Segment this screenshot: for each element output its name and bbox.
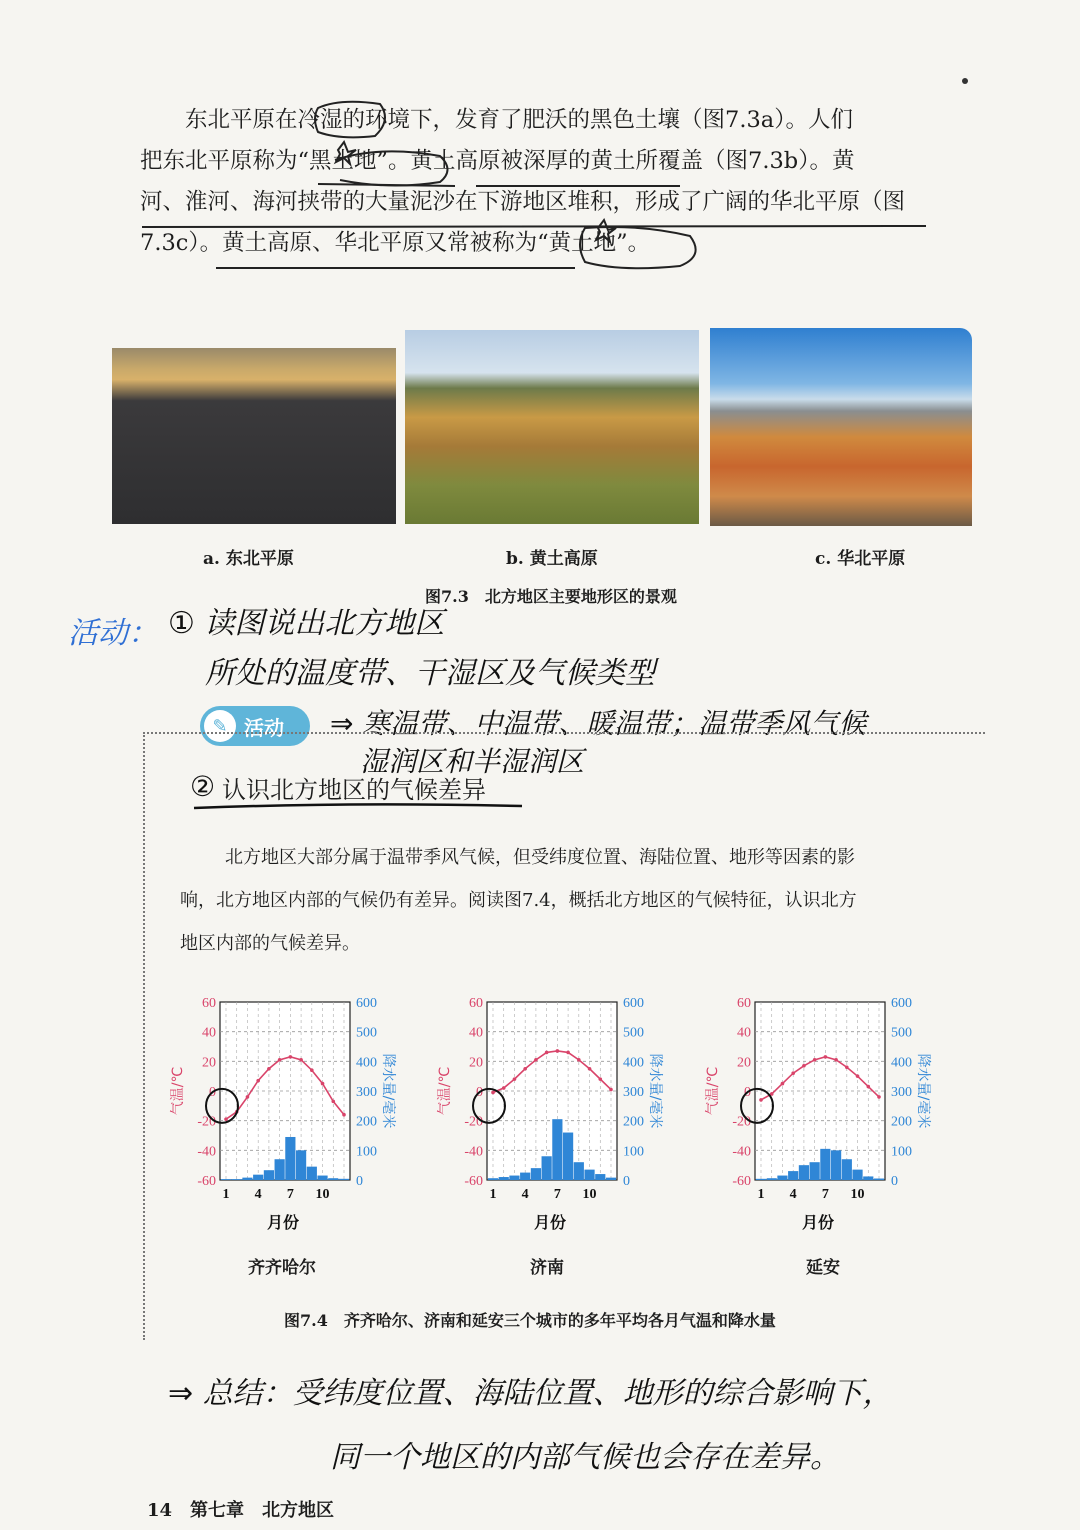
precip-bar [552,1119,562,1180]
precip-tick-label: 500 [623,1025,644,1041]
temperature-point [609,1088,613,1092]
temperature-point [534,1058,538,1062]
precip-bar [307,1167,317,1180]
temperature-point [310,1068,314,1072]
temp-tick-label: -60 [197,1174,216,1189]
temp-tick-label: 0 [209,1085,216,1100]
temp-tick-label: 60 [469,996,483,1011]
temperature-point [502,1086,506,1090]
activity-text-line-1: 北方地区大部分属于温带季风气候，但受纬度位置、海陆位置、地形等因素的影 [225,847,855,868]
temperature-point [246,1095,250,1099]
temperature-point [813,1058,817,1062]
precip-bar [777,1176,787,1180]
photo-north-china-plain [710,328,972,526]
temperature-point [523,1067,527,1071]
x-axis-label: 月份 [266,1213,300,1232]
temp-tick-label: -40 [732,1144,751,1160]
precip-bar [264,1170,274,1180]
climate-chart-yanan [703,990,931,1290]
hand-summary-line1: ⇒ 总结：受纬度位置、海陆位置、地形的综合影响下， [168,1376,893,1411]
precip-bar [328,1178,338,1180]
activity-text [180,836,960,965]
precip-bar [606,1178,616,1180]
temp-tick-label: 0 [744,1085,751,1100]
month-tick-label: 10 [850,1187,865,1202]
title-underline [190,800,530,814]
temp-tick-label: 60 [737,996,751,1011]
temperature-point [299,1058,303,1062]
hand-summary-line2: 同一个地区的内部气候也会存在差异。 [330,1440,840,1475]
temp-tick-label: 0 [476,1085,483,1100]
activity-badge-label: 活动 [244,715,284,740]
temperature-point [834,1058,838,1062]
caption-b: b. 黄土高原 [506,549,598,569]
temperature-point [556,1049,560,1053]
temperature-point [802,1064,806,1068]
precip-bar [767,1178,777,1180]
temperature-point [759,1098,763,1102]
temp-tick-label: -60 [732,1174,751,1189]
temp-tick-label: 40 [737,1025,751,1041]
temperature-point [267,1067,271,1071]
activity-text-line-3: 地区内部的气候差异。 [180,933,360,954]
precip-bar [584,1170,594,1180]
month-tick-label: 7 [821,1187,829,1202]
precip-bar [799,1165,809,1180]
temperature-point [781,1082,785,1086]
precip-tick-label: 0 [891,1174,898,1189]
precip-bar [285,1137,295,1180]
temperature-point [856,1074,860,1078]
precip-bar [842,1159,852,1180]
intro-line-1: 东北平原在冷湿的环境下，发育了肥沃的黑色土壤（图7.3a）。人们 [185,107,853,133]
figure-7-4-title: 图7.4 齐齐哈尔、济南和延安三个城市的多年平均各月气温和降水量 [284,1311,776,1330]
temp-axis-label: 气温/℃ [437,1066,453,1116]
temp-tick-label: -20 [197,1114,216,1130]
precip-bar [339,1179,349,1180]
hand-activity-label: 活动： [68,616,158,651]
hand-question-1-line2: 所处的温度带、干湿区及气候类型 [205,656,655,691]
precip-axis-label: 降水量/毫米 [915,1053,931,1129]
temperature-point [342,1113,346,1117]
precip-bar [531,1168,541,1180]
temp-tick-label: -20 [732,1114,751,1130]
temp-tick-label: 20 [202,1055,216,1071]
precip-tick-label: 100 [891,1144,912,1160]
temperature-point [513,1077,517,1081]
temp-tick-label: -60 [464,1174,483,1189]
precip-axis-label: 降水量/毫米 [647,1053,663,1129]
hand-circle-number: ② [190,770,216,803]
precip-bar [317,1176,327,1180]
temp-tick-label: 40 [202,1025,216,1041]
temperature-point [877,1095,881,1099]
precip-bar [499,1177,509,1180]
temperature-point [598,1077,602,1081]
caption-a: a. 东北平原 [203,549,294,569]
month-tick-label: 4 [789,1187,797,1202]
precip-bar [563,1133,573,1180]
temp-tick-label: -40 [464,1144,483,1160]
city-label-yanan: 延安 [806,1258,840,1278]
intro-line-4: 7.3c）。黄土高原、华北平原又常被称为“黄土地”。 [140,230,651,256]
climate-chart-jinan [435,990,663,1290]
precip-tick-label: 100 [623,1144,644,1160]
temp-tick-label: -20 [464,1114,483,1130]
temp-tick-label: -40 [197,1144,216,1160]
precip-bar [820,1149,830,1180]
month-tick-label: 7 [286,1187,294,1202]
precip-tick-label: 0 [356,1174,363,1189]
precip-tick-label: 500 [356,1025,377,1041]
hand-answer-line1: ⇒ 寒温带、中温带、暖温带；温带季风气候 [330,707,867,740]
month-tick-label: 10 [315,1187,330,1202]
precip-tick-label: 400 [356,1055,377,1071]
temp-tick-label: 20 [469,1055,483,1071]
temp-tick-label: 20 [737,1055,751,1071]
temperature-point [824,1055,828,1059]
month-tick-label: 7 [553,1187,561,1202]
precip-axis-label: 降水量/毫米 [380,1053,396,1129]
temperature-point [224,1117,228,1121]
month-tick-label: 1 [757,1187,765,1202]
precip-bar [296,1150,306,1180]
hand-question-1-line1: ① 读图说出北方地区 [168,606,445,641]
precip-bar [831,1150,841,1180]
pen-annotations-top [0,0,1080,300]
precip-bar [756,1179,766,1180]
temperature-point [278,1058,282,1062]
temperature-point [331,1100,335,1104]
precip-tick-label: 600 [623,996,644,1011]
photo-loess-plateau [405,330,699,524]
intro-line-3: 河、淮河、海河挟带的大量泥沙在下游地区堆积，形成了广阔的华北平原（图 [140,189,906,215]
month-tick-label: 1 [489,1187,497,1202]
temperature-point [866,1085,870,1089]
precip-bar [488,1178,498,1180]
month-tick-label: 1 [222,1187,230,1202]
month-tick-label: 4 [254,1187,262,1202]
precip-bar [242,1178,252,1180]
precip-bar [874,1179,884,1180]
temperature-point [545,1051,549,1055]
precip-bar [221,1179,231,1180]
hand-answer-line2: 湿润区和半湿润区 [360,745,585,778]
precip-tick-label: 600 [891,996,912,1011]
temp-tick-label: 60 [202,996,216,1011]
precip-tick-label: 400 [891,1055,912,1071]
precip-bar [788,1171,798,1180]
precip-bar [253,1175,263,1180]
activity-text-line-2: 响，北方地区内部的气候仍有差异。阅读图7.4，概括北方地区的气候特征，认识北方 [180,890,857,911]
city-label-qiqihar: 齐齐哈尔 [248,1258,316,1278]
intro-line-2: 把东北平原称为“黑土地”。黄土高原被深厚的黄土所覆盖（图7.3b）。黄 [140,148,855,174]
temp-axis-label: 气温/℃ [705,1066,721,1116]
precip-tick-label: 200 [356,1114,377,1130]
caption-c: c. 华北平原 [815,549,906,569]
precip-bar [863,1176,873,1180]
precip-bar [595,1174,605,1180]
figure-7-3-title: 图7.3 北方地区主要地形区的景观 [425,587,677,606]
precip-bar [852,1170,862,1180]
precip-tick-label: 300 [623,1085,644,1100]
activity-icon: ✎ [204,710,236,742]
activity-title: 认识北方地区的气候差异 [222,776,486,804]
temperature-point [791,1071,795,1075]
precip-tick-label: 200 [891,1114,912,1130]
x-axis-label: 月份 [533,1213,567,1232]
temperature-point [256,1079,260,1083]
precip-tick-label: 500 [891,1025,912,1041]
photo-northeast-plain [112,348,396,524]
precip-bar [520,1173,530,1180]
temperature-point [321,1082,325,1086]
temp-axis-label: 气温/℃ [170,1066,186,1116]
climate-chart-qiqihar [168,990,396,1290]
precip-bar [275,1159,285,1180]
precip-tick-label: 0 [623,1174,630,1189]
precip-tick-label: 200 [623,1114,644,1130]
temp-tick-label: 40 [469,1025,483,1041]
precip-tick-label: 300 [891,1085,912,1100]
x-axis-label: 月份 [801,1213,835,1232]
temperature-point [845,1065,849,1069]
precip-tick-label: 400 [623,1055,644,1071]
precip-bar [542,1156,552,1180]
city-label-jinan: 济南 [530,1258,564,1278]
precip-bar [509,1176,519,1180]
precip-tick-label: 600 [356,996,377,1011]
precip-tick-label: 100 [356,1144,377,1160]
temperature-point [588,1067,592,1071]
temperature-point [566,1051,570,1055]
page-footer: 14 第七章 北方地区 [147,1500,335,1521]
temperature-point [289,1055,293,1059]
precip-bar [232,1179,242,1180]
temperature-point [491,1091,495,1095]
temperature-point [577,1058,581,1062]
month-tick-label: 10 [582,1187,597,1202]
precip-tick-label: 300 [356,1085,377,1100]
precip-bar [574,1162,584,1180]
precip-bar [810,1162,820,1180]
month-tick-label: 4 [521,1187,529,1202]
